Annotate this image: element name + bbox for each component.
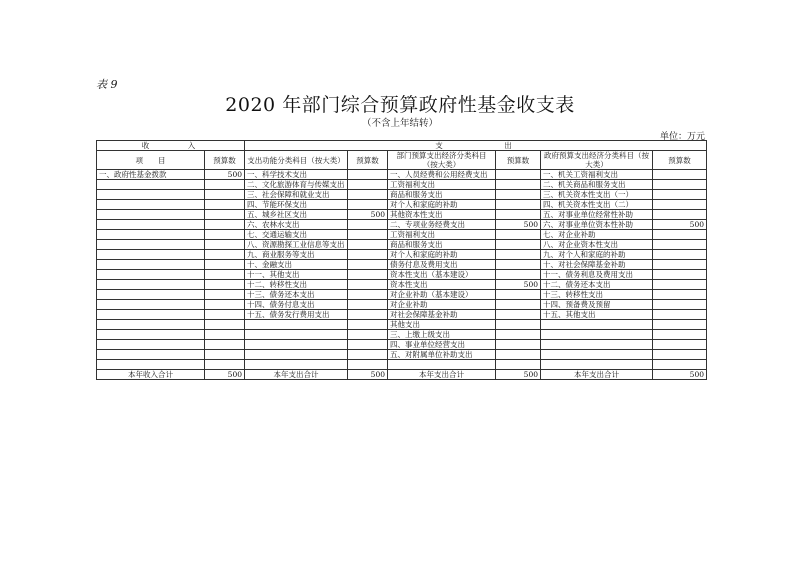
gov-class-cell xyxy=(541,350,653,360)
func-amount-cell xyxy=(348,280,388,290)
func-amount-cell xyxy=(348,180,388,190)
income-amount-cell xyxy=(205,300,245,310)
income-item-cell xyxy=(97,310,205,320)
gov-amount-cell xyxy=(653,200,707,210)
income-item-cell xyxy=(97,250,205,260)
gov-amount-cell: 500 xyxy=(653,220,707,230)
income-item-cell xyxy=(97,280,205,290)
dept-amount-cell: 500 xyxy=(496,280,541,290)
func-amount-cell xyxy=(348,240,388,250)
dept-class-cell: 二、专项业务经费支出 xyxy=(388,220,496,230)
dept-amount-cell xyxy=(496,260,541,270)
table-row xyxy=(97,220,707,230)
table-row xyxy=(97,180,707,190)
gov-amount-cell xyxy=(653,280,707,290)
income-amount-cell xyxy=(205,270,245,280)
table-row xyxy=(97,360,707,370)
func-amount-cell xyxy=(348,360,388,370)
table-row xyxy=(97,280,707,290)
income-item-cell xyxy=(97,300,205,310)
gov-class-cell: 五、对事业单位经常性补助 xyxy=(541,210,653,220)
table-row xyxy=(97,210,707,220)
func-amount-cell xyxy=(348,190,388,200)
income-amount-cell xyxy=(205,320,245,330)
income-amount-cell xyxy=(205,230,245,240)
income-amount-cell xyxy=(205,340,245,350)
dept-class-cell: 三、上缴上级支出 xyxy=(388,330,496,340)
income-item-cell xyxy=(97,320,205,330)
gov-class-cell: 十五、其他支出 xyxy=(541,310,653,320)
dept-amount-cell xyxy=(496,210,541,220)
income-amount-cell xyxy=(205,280,245,290)
income-item-cell xyxy=(97,190,205,200)
dept-amount-cell xyxy=(496,250,541,260)
dept-class-cell xyxy=(388,360,496,370)
gov-amount-cell xyxy=(653,270,707,280)
col-header-func-class: 支出功能分类科目（按大类） xyxy=(245,151,348,170)
func-amount-cell xyxy=(348,330,388,340)
dept-class-cell: 资本性支出 xyxy=(388,280,496,290)
gov-class-cell: 六、对事业单位资本性补助 xyxy=(541,220,653,230)
dept-class-cell: 债务付息及费用支出 xyxy=(388,260,496,270)
func-class-cell: 五、城乡社区支出 xyxy=(245,210,348,220)
gov-amount-cell xyxy=(653,320,707,330)
income-item-cell xyxy=(97,180,205,190)
gov-class-cell xyxy=(541,360,653,370)
expense-section-header: 支 出 xyxy=(245,141,707,151)
gov-amount-cell xyxy=(653,350,707,360)
dept-amount-cell xyxy=(496,300,541,310)
dept-class-cell: 四、事业单位经营支出 xyxy=(388,340,496,350)
dept-class-cell: 对企业补助（基本建设） xyxy=(388,290,496,300)
dept-class-cell: 工资福利支出 xyxy=(388,180,496,190)
func-class-cell: 二、文化旅游体育与传媒支出 xyxy=(245,180,348,190)
func-class-cell: 一、科学技术支出 xyxy=(245,170,348,180)
gov-amount-cell xyxy=(653,230,707,240)
gov-amount-cell xyxy=(653,180,707,190)
dept-class-cell: 商品和服务支出 xyxy=(388,240,496,250)
dept-class-cell: 其他资本性支出 xyxy=(388,210,496,220)
func-class-cell: 九、商业服务等支出 xyxy=(245,250,348,260)
income-amount-cell xyxy=(205,180,245,190)
income-amount-cell xyxy=(205,220,245,230)
dept-class-cell: 五、对附属单位补助支出 xyxy=(388,350,496,360)
dept-class-cell: 对社会保障基金补助 xyxy=(388,310,496,320)
table-row xyxy=(97,240,707,250)
table-row xyxy=(97,340,707,350)
income-item-cell xyxy=(97,360,205,370)
expense-total-label: 本年支出合计 xyxy=(388,369,496,379)
gov-class-cell: 四、机关资本性支出（二） xyxy=(541,200,653,210)
table-row xyxy=(97,350,707,360)
gov-class-cell: 十四、预备费及预留 xyxy=(541,300,653,310)
func-amount-cell xyxy=(348,320,388,330)
expense-total-label: 本年支出合计 xyxy=(245,369,348,379)
dept-class-cell: 对企业补助 xyxy=(388,300,496,310)
expense-total-label: 本年支出合计 xyxy=(541,369,653,379)
page-title: 2020 年部门综合预算政府性基金收支表 xyxy=(225,94,575,116)
income-amount-cell: 500 xyxy=(205,170,245,180)
unit-label: 单位：万元 xyxy=(659,132,705,142)
table-row xyxy=(97,170,707,180)
table-number: 表 9 xyxy=(96,78,118,91)
income-item-cell xyxy=(97,200,205,210)
col-header-amount: 预算数 xyxy=(496,151,541,170)
income-item-cell xyxy=(97,350,205,360)
gov-amount-cell xyxy=(653,300,707,310)
gov-class-cell: 九、对个人和家庭的补助 xyxy=(541,250,653,260)
gov-class-cell: 八、对企业资本性支出 xyxy=(541,240,653,250)
table-row xyxy=(97,320,707,330)
income-amount-cell xyxy=(205,260,245,270)
col-header-amount: 预算数 xyxy=(205,151,245,170)
income-item-cell xyxy=(97,290,205,300)
func-class-cell xyxy=(245,320,348,330)
income-item-cell: 一、政府性基金拨款 xyxy=(97,170,205,180)
gov-class-cell xyxy=(541,340,653,350)
dept-amount-cell xyxy=(496,340,541,350)
func-class-cell xyxy=(245,330,348,340)
func-class-cell: 六、农林水支出 xyxy=(245,220,348,230)
section-header-row xyxy=(97,141,707,151)
func-class-cell: 十五、债务发行费用支出 xyxy=(245,310,348,320)
func-amount-cell xyxy=(348,170,388,180)
gov-amount-cell xyxy=(653,250,707,260)
dept-amount-cell xyxy=(496,360,541,370)
col-header-amount: 预算数 xyxy=(348,151,388,170)
income-amount-cell xyxy=(205,200,245,210)
dept-amount-cell xyxy=(496,240,541,250)
gov-class-cell xyxy=(541,320,653,330)
table-row xyxy=(97,270,707,280)
table-row xyxy=(97,260,707,270)
dept-class-cell: 一、人员经费和公用经费支出 xyxy=(388,170,496,180)
dept-amount-cell xyxy=(496,320,541,330)
expense-total-value: 500 xyxy=(653,369,707,379)
func-class-cell xyxy=(245,350,348,360)
col-header-amount: 预算数 xyxy=(653,151,707,170)
dept-amount-cell xyxy=(496,350,541,360)
dept-amount-cell xyxy=(496,310,541,320)
table-row xyxy=(97,190,707,200)
income-amount-cell xyxy=(205,360,245,370)
table-row xyxy=(97,200,707,210)
income-amount-cell xyxy=(205,350,245,360)
gov-amount-cell xyxy=(653,260,707,270)
table-row xyxy=(97,300,707,310)
gov-class-cell xyxy=(541,330,653,340)
gov-class-cell: 三、机关资本性支出（一） xyxy=(541,190,653,200)
table-row xyxy=(97,250,707,260)
gov-class-cell: 二、机关商品和服务支出 xyxy=(541,180,653,190)
income-item-cell xyxy=(97,240,205,250)
income-amount-cell xyxy=(205,310,245,320)
func-amount-cell xyxy=(348,220,388,230)
income-section-header: 收 入 xyxy=(97,141,245,151)
dept-amount-cell xyxy=(496,230,541,240)
func-class-cell: 八、资源勘探工业信息等支出 xyxy=(245,240,348,250)
func-amount-cell xyxy=(348,340,388,350)
dept-amount-cell xyxy=(496,290,541,300)
dept-amount-cell: 500 xyxy=(496,220,541,230)
func-class-cell: 十三、债务还本支出 xyxy=(245,290,348,300)
dept-class-cell: 其他支出 xyxy=(388,320,496,330)
func-amount-cell xyxy=(348,200,388,210)
table-row xyxy=(97,230,707,240)
func-class-cell: 十一、其他支出 xyxy=(245,270,348,280)
dept-amount-cell xyxy=(496,170,541,180)
gov-amount-cell xyxy=(653,210,707,220)
dept-amount-cell xyxy=(496,200,541,210)
income-amount-cell xyxy=(205,250,245,260)
gov-class-cell: 十一、债务利息及费用支出 xyxy=(541,270,653,280)
dept-class-cell: 商品和服务支出 xyxy=(388,190,496,200)
col-header-item: 项 目 xyxy=(97,151,205,170)
dept-amount-cell xyxy=(496,190,541,200)
expense-total-value: 500 xyxy=(348,369,388,379)
income-total-value: 500 xyxy=(205,369,245,379)
income-amount-cell xyxy=(205,290,245,300)
func-amount-cell xyxy=(348,260,388,270)
func-class-cell: 十四、债务付息支出 xyxy=(245,300,348,310)
income-total-label: 本年收入合计 xyxy=(97,369,205,379)
func-class-cell: 十二、转移性支出 xyxy=(245,280,348,290)
gov-amount-cell xyxy=(653,190,707,200)
func-amount-cell xyxy=(348,230,388,240)
gov-amount-cell xyxy=(653,330,707,340)
gov-amount-cell xyxy=(653,310,707,320)
dept-class-cell: 对个人和家庭的补助 xyxy=(388,200,496,210)
dept-amount-cell xyxy=(496,180,541,190)
gov-class-cell: 一、机关工资福利支出 xyxy=(541,170,653,180)
income-item-cell xyxy=(97,260,205,270)
func-class-cell xyxy=(245,360,348,370)
func-amount-cell xyxy=(348,290,388,300)
gov-class-cell: 七、对企业补助 xyxy=(541,230,653,240)
page-subtitle: （不含上年结转） xyxy=(361,118,438,129)
func-class-cell: 四、节能环保支出 xyxy=(245,200,348,210)
column-header-row xyxy=(97,151,707,170)
expense-total-value: 500 xyxy=(496,369,541,379)
dept-amount-cell xyxy=(496,270,541,280)
func-class-cell: 十、金融支出 xyxy=(245,260,348,270)
income-amount-cell xyxy=(205,240,245,250)
income-item-cell xyxy=(97,220,205,230)
gov-amount-cell xyxy=(653,340,707,350)
gov-amount-cell xyxy=(653,290,707,300)
income-item-cell xyxy=(97,270,205,280)
dept-amount-cell xyxy=(496,330,541,340)
func-class-cell xyxy=(245,340,348,350)
gov-amount-cell xyxy=(653,360,707,370)
gov-class-cell: 十三、转移性支出 xyxy=(541,290,653,300)
func-amount-cell: 500 xyxy=(348,210,388,220)
col-header-gov-class: 政府预算支出经济分类科目（按大类） xyxy=(541,151,653,170)
table-row xyxy=(97,330,707,340)
func-amount-cell xyxy=(348,270,388,280)
table-row xyxy=(97,290,707,300)
gov-class-cell: 十二、债务还本支出 xyxy=(541,280,653,290)
func-amount-cell xyxy=(348,310,388,320)
dept-class-cell: 资本性支出（基本建设） xyxy=(388,270,496,280)
income-item-cell xyxy=(97,210,205,220)
func-amount-cell xyxy=(348,350,388,360)
gov-amount-cell xyxy=(653,240,707,250)
func-amount-cell xyxy=(348,250,388,260)
col-header-dept-class: 部门预算支出经济分类科目（按大类） xyxy=(388,151,496,170)
func-amount-cell xyxy=(348,300,388,310)
income-amount-cell xyxy=(205,330,245,340)
income-item-cell xyxy=(97,330,205,340)
func-class-cell: 七、交通运输支出 xyxy=(245,230,348,240)
dept-class-cell: 工资福利支出 xyxy=(388,230,496,240)
income-amount-cell xyxy=(205,210,245,220)
dept-class-cell: 对个人和家庭的补助 xyxy=(388,250,496,260)
income-amount-cell xyxy=(205,190,245,200)
totals-row xyxy=(97,369,707,379)
gov-class-cell: 十、对社会保障基金补助 xyxy=(541,260,653,270)
budget-table xyxy=(96,140,707,380)
table-row xyxy=(97,310,707,320)
func-class-cell: 三、社会保障和就业支出 xyxy=(245,190,348,200)
income-item-cell xyxy=(97,340,205,350)
gov-amount-cell xyxy=(653,170,707,180)
income-item-cell xyxy=(97,230,205,240)
